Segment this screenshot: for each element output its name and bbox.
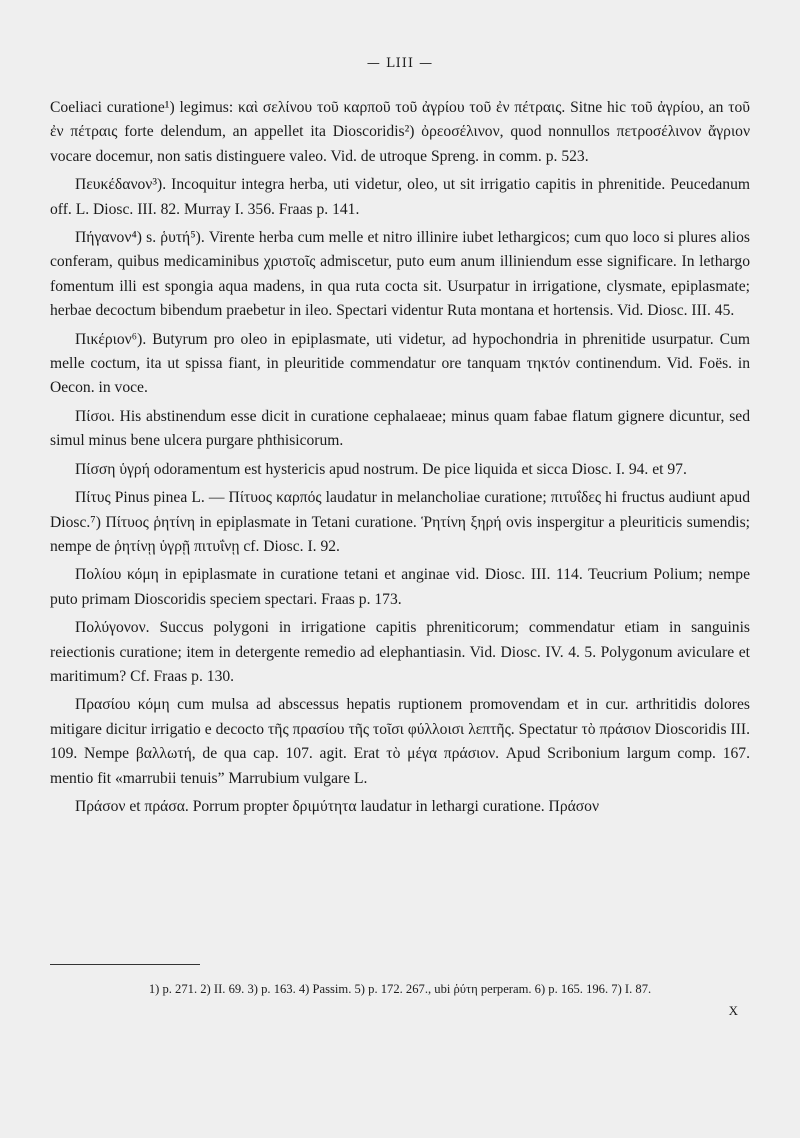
paragraph-peucedanon: Πευκέδανον³). Incoquitur integra herba, uti videtur, oleo, ut sit irrigatio capitis in phrenitide. Peucedanum off. L. Diosc. III. 82. Murray I. 356. Fraas p. 141. xyxy=(50,176,750,218)
paragraph-pisoi: Πίσοι. His abstinendum esse dicit in curatione cephalaeae; minus quam fabae flatum gignere dicuntur, sed simul minus bene ulcera purgare phthisicorum. xyxy=(50,407,750,450)
body-text xyxy=(50,96,750,823)
paragraph-prason: Πράσον et πράσα. Porrum propter δριμύτητα laudatur in lethargi curatione. Πράσον xyxy=(75,797,600,815)
signature-mark: X xyxy=(728,1003,738,1018)
paragraph-prasiou: Πρασίου κόμη cum mulsa ad abscessus hepatis ruptionem promovendam et in cur. arthritidis dolores mitigare dicitur irrigatio e decocto τῆς πρασίου τῆς τοῖσι φύλλοισι λεπτῆς. Spectatur τὸ πράσιον Dioscoridis III. 109. Nempe βαλλωτή, de qua cap. 107. agit. Erat τὸ μέγα πράσιον. Apud Scribonium largum comp. 167. mentio fit «marrubii tenuis” Marrubium vulgare L. xyxy=(50,696,750,787)
paragraph-pisse: Πίσση ὑγρή odoramentum est hystericis apud nostrum. De pice liquida et sicca Diosc. I. 94. et 97. xyxy=(75,460,687,478)
paragraph-pitys: Πίτυς Pinus pinea L. — Πίτυος καρπός laudatur in melancholiae curatione; πιτυΐδες hi fructus audiunt apud Diosc.⁷) Πίτυος ῥητίνη in epiplasmate in Tetani curatione. Ῥητίνη ξηρή ovis inspergitur a pleuriticis sumendis; nempe de ῥητίνῃ ὑγρῇ πιτυΐνῃ cf. Diosc. I. 92. xyxy=(50,489,750,555)
paragraph-coeliaci: Coeliaci curatione¹) legimus: καὶ σελίνου τοῦ καρποῦ τοῦ ἀγρίου τοῦ ἐν πέτραις. Sitne hic τοῦ ἀγρίου, an τοῦ ἐν πέτραις forte delendum, an appellet ita Dioscoridis²) ὀρεοσέλινον, quod nonnullos πετροσέλινον ἄγριον vocare docemur, non satis distinguere valeo. Vid. de utroque Spreng. in comm. p. 523. xyxy=(50,99,750,165)
footnotes: 1) p. 271. 2) II. 69. 3) p. 163. 4) Passim. 5) p. 172. 267., ubi ῥύτη perperam. 6) p. 165. 196. 7) I. 87. xyxy=(148,982,652,996)
paragraph-polygonon: Πολύγονον. Succus polygoni in irrigatione capitis phreniticorum; commendatur etiam in sanguinis reiectionis curatione; item in detergente remedio ad elephantiasin. Vid. Diosc. IV. 4. 5. Polygonum aviculare et maritimum? Cf. Fraas p. 130. xyxy=(50,619,750,685)
paragraph-peganon: Πήγανον⁴) s. ῥυτή⁵). Virente herba cum melle et nitro illinire iubet lethargicos; cum quo loco si plures alios conferam, quibus medicaminibus χριστοῖς admiscetur, puto eum anum illiniendum esse significare. In lethargo fomentum illi est spongia aqua madens, in qua ruta cocta sit. Usurpatur in irrigatione, clysmate, epiplasmate; herbae decoctum bibendum praebetur in ileo. Spectari videntur Ruta montana et hortensis. Vid. Diosc. III. 45. xyxy=(50,229,750,320)
page-number: — LIII — xyxy=(366,56,434,71)
paragraph-pikerion: Πικέριον⁶). Butyrum pro oleo in epiplasmate, uti videtur, ad hypochondria in phrenitide usurpatur. Cum melle coctum, ita ut spissa fiant, in pleuritide commendatur ore tanquam τηκτόν continendum. Vid. Foës. in Oecon. in voce. xyxy=(50,330,750,397)
footnote-rule xyxy=(50,964,200,965)
paragraph-poliou: Πολίου κόμη in epiplasmate in curatione tetani et anginae vid. Diosc. III. 114. Teucrium Polium; nempe puto primam Dioscoridis speciem spectari. Fraas p. 173. xyxy=(50,566,750,608)
